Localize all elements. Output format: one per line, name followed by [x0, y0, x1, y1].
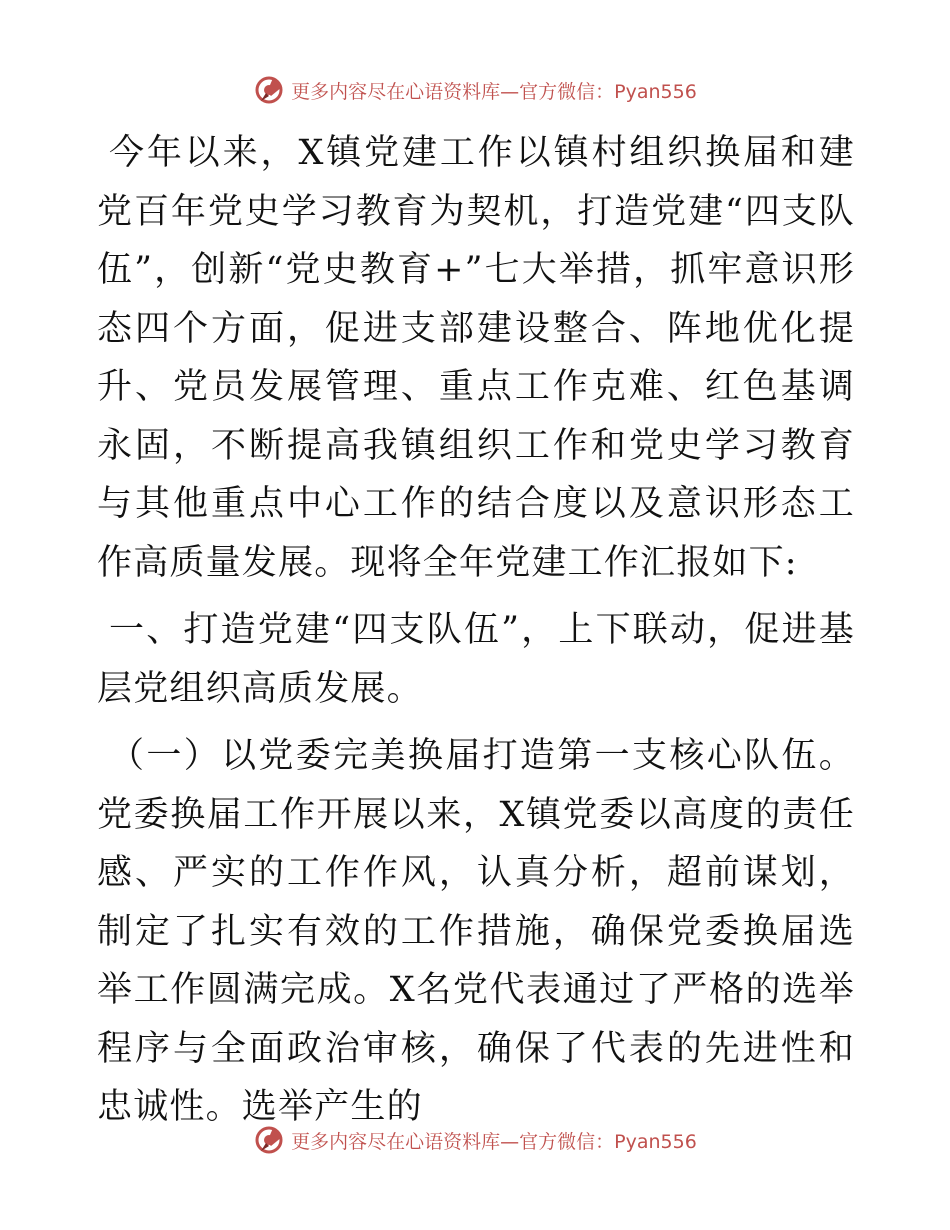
brush-logo-icon	[253, 1124, 285, 1156]
watermark-footer	[0, 1120, 950, 1160]
paragraph-subsection-1: （一）以党委完美换届打造第一支核心队伍。党委换届工作开展以来，X镇党委以高度的责任感、严实的工作作风，认真分析，超前谋划，制定了扎实有效的工作措施，确保党委换届选举工作圆满完成。X名党代表通过了严格的选举程序与全面政治审核，确保了代表的先进性和忠诚性。选举产生的	[97, 736, 855, 1127]
body-text	[97, 124, 855, 1137]
section-heading-1: 一、打造党建“四支队伍”，上下联动，促进基层党组织高质发展。	[97, 610, 855, 709]
watermark-header	[0, 70, 950, 110]
watermark-text: 更多内容尽在心语资料库—官方微信：Pyan556	[291, 80, 697, 103]
brush-logo-icon	[253, 74, 285, 106]
watermark-text: 更多内容尽在心语资料库—官方微信：Pyan556	[291, 1130, 697, 1153]
paragraph-intro: 今年以来，X镇党建工作以镇村组织换届和建党百年党史学习教育为契机，打造党建“四支队伍”，创新“党史教育+”七大举措，抓牢意识形态四个方面，促进支部建设整合、阵地优化提升、党员发展管理、重点工作克难、红色基调永固，不断提高我镇组织工作和党史学习教育与其他重点中心工作的结合度以及意识形态工作高质量发展。现将全年党建工作汇报如下:	[97, 133, 855, 583]
